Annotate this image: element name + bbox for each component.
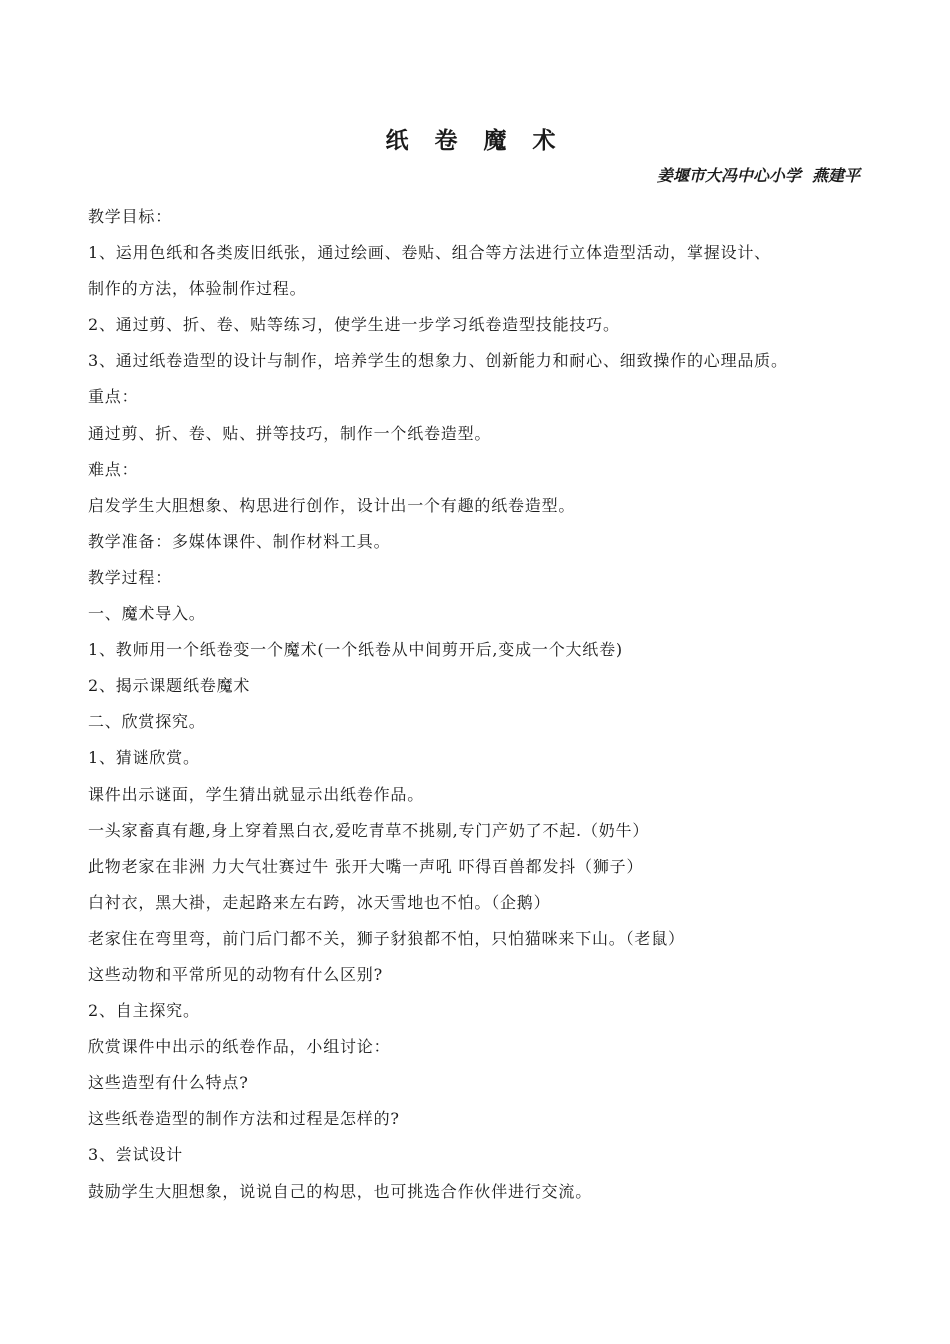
text-line: 这些纸卷造型的制作方法和过程是怎样的?	[88, 1109, 400, 1129]
document-title: 纸 卷 魔 术	[385, 127, 565, 154]
text-line: 老家住在弯里弯，前门后门都不关，狮子豺狼都不怕，只怕猫咪来下山。（老鼠）	[88, 928, 685, 948]
text-line: 1、教师用一个纸卷变一个魔术(一个纸卷从中间剪开后,变成一个大纸卷)	[88, 640, 623, 660]
text-line: 2、揭示课题纸卷魔术	[88, 676, 251, 696]
text-line: 这些造型有什么特点?	[88, 1073, 249, 1093]
text-line: 鼓励学生大胆想象，说说自己的构思，也可挑选合作伙伴进行交流。	[88, 1181, 593, 1201]
text-line: 一、魔术导入。	[88, 604, 206, 624]
text-line: 此物老家在非洲 力大气壮赛过牛 张开大嘴一声吼 吓得百兽都发抖（狮子）	[88, 856, 644, 876]
text-line: 2、通过剪、折、卷、贴等练习，使学生进一步学习纸卷造型技能技巧。	[88, 315, 620, 335]
text-line: 重点：	[88, 387, 139, 407]
text-line: 3、通过纸卷造型的设计与制作，培养学生的想象力、创新能力和耐心、细致操作的心理品质。	[88, 351, 788, 371]
text-line: 难点：	[88, 459, 139, 479]
document-body	[88, 199, 888, 1210]
text-line: 二、欣赏探究。	[88, 712, 206, 732]
text-line: 欣赏课件中出示的纸卷作品，小组讨论：	[88, 1037, 391, 1057]
text-line: 教学准备：多媒体课件、制作材料工具。	[88, 531, 391, 551]
text-line: 白衬衣，黑大褂，走起路来左右跨，冰天雪地也不怕。（企鹅）	[88, 892, 551, 912]
text-line: 1、猜谜欣赏。	[88, 748, 200, 768]
text-line: 2、自主探究。	[88, 1001, 200, 1021]
text-line: 课件出示谜面，学生猜出就显示出纸卷作品。	[88, 784, 425, 804]
text-line: 通过剪、折、卷、贴、拼等技巧，制作一个纸卷造型。	[88, 423, 492, 443]
text-line: 教学过程：	[88, 567, 173, 587]
text-line: 3、尝试设计	[88, 1145, 183, 1165]
text-line: 一头家畜真有趣,身上穿着黑白衣,爱吃青草不挑剔,专门产奶了不起.（奶牛）	[88, 820, 650, 840]
text-line: 教学目标：	[88, 207, 173, 226]
author-line: 姜堰市大冯中心小学 燕建平	[656, 166, 860, 185]
text-line: 启发学生大胆想象、构思进行创作，设计出一个有趣的纸卷造型。	[88, 495, 576, 515]
text-line: 1、运用色纸和各类废旧纸张，通过绘画、卷贴、组合等方法进行立体造型活动，掌握设计、	[88, 243, 771, 263]
text-line: 制作的方法，体验制作过程。	[88, 279, 307, 299]
text-line: 这些动物和平常所见的动物有什么区别?	[88, 964, 383, 984]
